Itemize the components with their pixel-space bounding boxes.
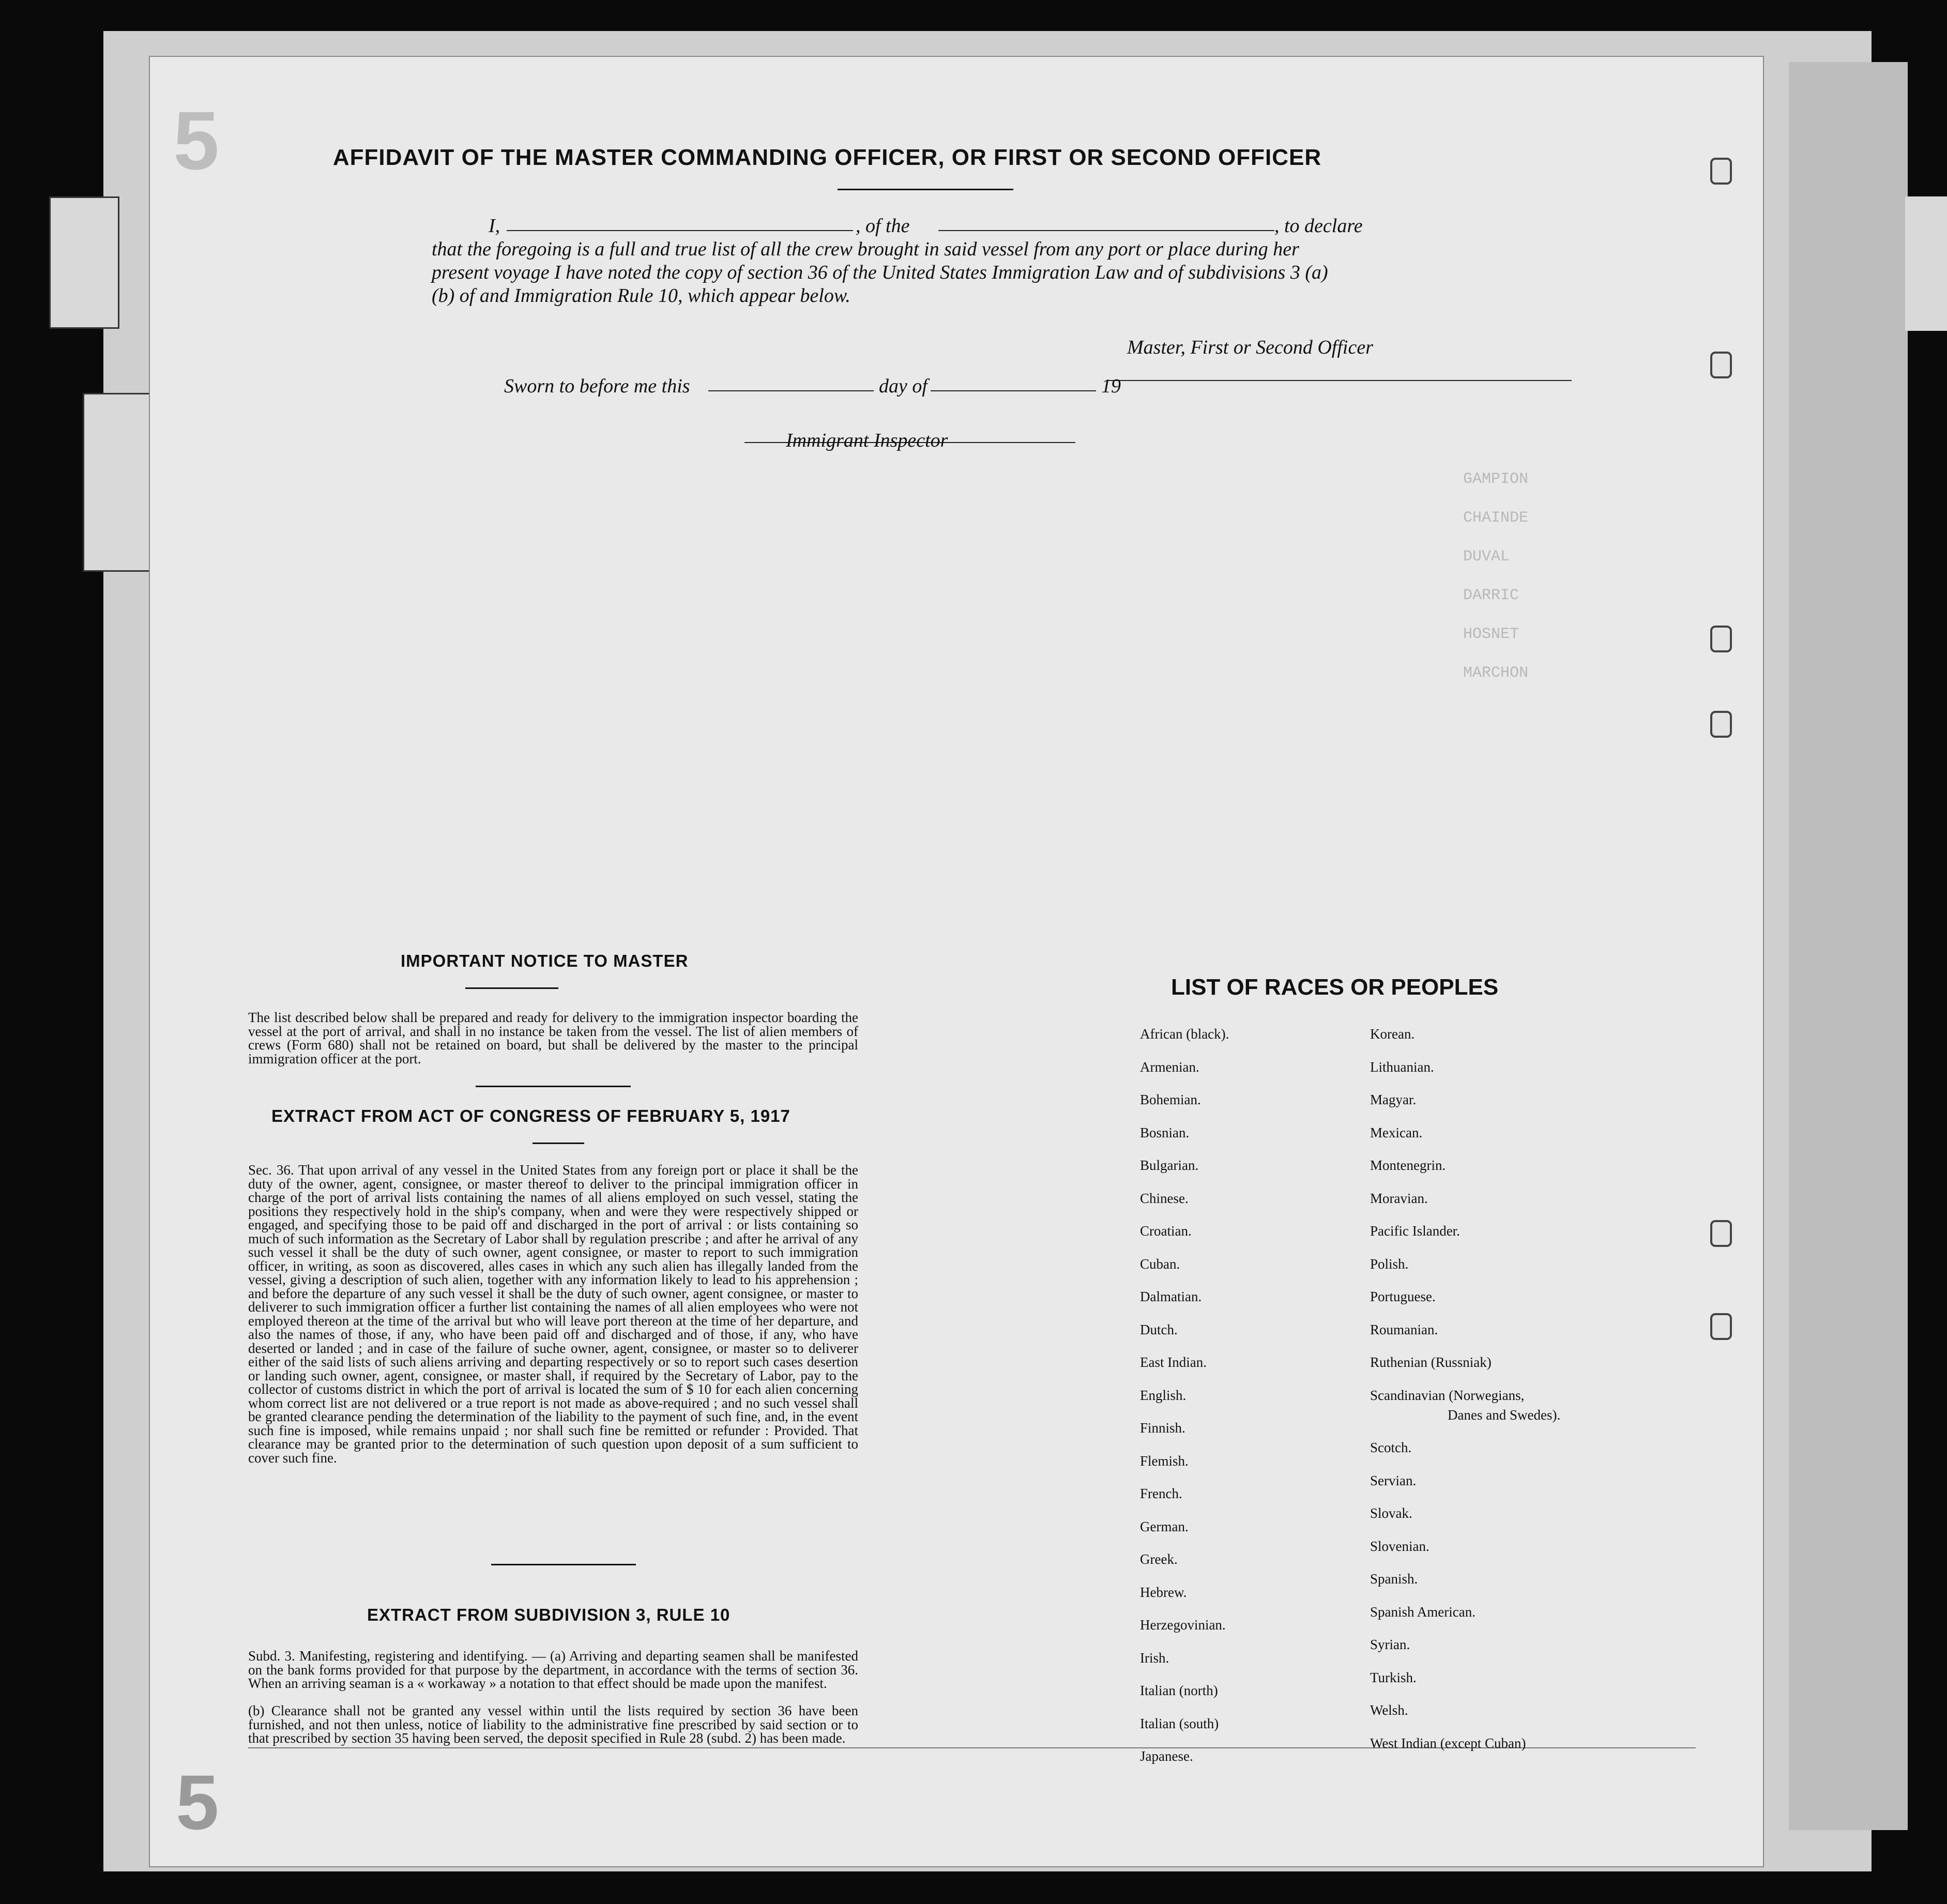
page-number-ghost: 5 — [173, 94, 219, 187]
race-item: Portuguese. — [1370, 1289, 1436, 1304]
race-item: Dalmatian. — [1140, 1289, 1202, 1304]
race-item: Welsh. — [1370, 1702, 1408, 1718]
race-item: Croatian. — [1140, 1223, 1192, 1239]
race-item: Danes and Swedes). — [1448, 1407, 1561, 1423]
race-item: Turkish. — [1370, 1669, 1417, 1685]
day-blank[interactable] — [708, 390, 874, 391]
rule-text-a: Subd. 3. Manifesting, registering and identifying. — (a) Arriving and departing seamen shall be manifested on the bank forms provided for that purpose by the department, in accordance with the terms of section 36. When an arriving seaman is a « workaway » a notation to that effect should be made upon the manifest. — [248, 1648, 858, 1691]
binding-hole — [1710, 1220, 1732, 1247]
rule-heading: EXTRACT FROM SUBDIVISION 3, RULE 10 — [367, 1605, 731, 1624]
affidavit-i: I, — [489, 215, 500, 237]
month-blank[interactable] — [931, 390, 1096, 391]
notice-text: The list described below shall be prepared and ready for delivery to the immigration inspector boarding the vessel at the port of arrival, and shall in no instance be taken from the vessel. The list of alien members of crews (Form 680) shall not be retained on board, but shall be delivered by the master to the principal immigration officer at the port. — [248, 1010, 858, 1067]
act-text: Sec. 36. That upon arrival of any vessel in the United States from any foreign port or place it shall be the duty of the owner, agent, consignee, or master thereof to deliver to the principal immigration officer in charge of the port of arrival lists containing the names of all aliens employed on such vessel, stating the positions they respectively hold in the ship's company, when and were they were respectively shipped or engaged, and specifying those to be paid off and discharged in the port of arrival : or lists containing so much of such information as the Secretary of Labor shall by regulation prescribe ; and after he arrival of any such vessel it shall be the duty of such owner, agent consignee, or master to report to such immigration officer, in writing, as soon as discovered, alles cases in which any such alien has illegally landed from the vessel, giving a description of such alien, together with any information likely to lead to his apprehension ; and before the departure of any such vessel it shall be the duty of such owner, agent consignee, or master to deliverer to such immigration officer a further list containing the names of all alien employees who were not employed thereon at the time of the arrival but who will leave port thereon at the time of her departure, and also the names of those, if any, who have been paid off and discharged and of those, if any, who have deserted or landed ; and in case of the failure of suche owner, agent, consignee, or master so to deliverer either of the said lists of such aliens arriving and departing respectively or so to report such cases desertion or landing such owner, agent, consignee, or master shall, if required by the Secretary of Labor, pay to the collector of customs district in which the port of arrival is located the sum of $ 10 for each alien concerning whom correct list are not delivered or a true report is not made as above-required ; and no such vessel shall be granted clearance pending the determination of the liability to the payment of such fine, and, in the event such fine is imposed, while remains unpaid ; nor shall such fine be remitted or refunder : Provided. That clearance may be granted prior to the determination of such question upon deposit of a sum sufficient to cover such fine. — [248, 1162, 858, 1466]
adjacent-page-edge — [1789, 62, 1908, 1830]
right-date-stamp — [1905, 196, 1947, 331]
ghost-text: DUVAL — [1463, 548, 1510, 566]
binding-hole — [1710, 352, 1732, 378]
race-item: Dutch. — [1140, 1321, 1178, 1337]
vessel-blank[interactable] — [938, 230, 1274, 231]
race-item: Italian (south) — [1140, 1715, 1219, 1731]
binding-hole — [1710, 711, 1732, 738]
races-title: LIST OF RACES OR PEOPLES — [1171, 974, 1499, 1000]
race-item: Italian (north) — [1140, 1683, 1218, 1698]
race-item: Bulgarian. — [1140, 1157, 1199, 1173]
ghost-text: GAMPION — [1463, 470, 1529, 488]
ghost-text: CHAINDE — [1463, 509, 1529, 527]
race-item: Slovenian. — [1370, 1538, 1429, 1554]
race-item: Bohemian. — [1140, 1092, 1201, 1107]
race-item: French. — [1140, 1486, 1182, 1501]
title-rule — [838, 189, 1013, 190]
race-item: Montenegrin. — [1370, 1157, 1446, 1173]
inspector-label: Immigrant Inspector — [786, 430, 948, 451]
notice-heading: IMPORTANT NOTICE TO MASTER — [401, 951, 689, 970]
act-top-rule — [476, 1086, 631, 1087]
race-item: Ruthenian (Russniak) — [1370, 1354, 1492, 1370]
race-item: Servian. — [1370, 1472, 1417, 1488]
name-blank[interactable] — [507, 230, 853, 231]
race-item: Herzegovinian. — [1140, 1617, 1226, 1633]
ghost-text: HOSNET — [1463, 626, 1519, 643]
race-item: Spanish American. — [1370, 1604, 1476, 1620]
rule-text-b: (b) Clearance shall not be granted any vessel within until the lists required by section 36 have been furnished, and not then unless, notice of liability to the administrative fine prescribed by said section or to that prescribed by section 35 having been served, the deposit specified in Rule 28 (subd. 2) has been made. — [248, 1703, 858, 1746]
race-item: West Indian (except Cuban) — [1370, 1735, 1526, 1751]
race-item: Polish. — [1370, 1256, 1409, 1272]
binding-hole — [1710, 158, 1732, 185]
left-date-stamp — [49, 196, 119, 329]
left-clerk-stamp — [83, 393, 153, 572]
race-item: Lithuanian. — [1370, 1059, 1434, 1075]
rule-top-rule — [491, 1564, 636, 1565]
affidavit-to-declare: , to declare — [1274, 215, 1363, 237]
corner-page-number: 5 — [176, 1759, 219, 1846]
notice-rule — [465, 987, 558, 989]
signature-blank[interactable] — [1106, 380, 1572, 381]
binding-hole — [1710, 626, 1732, 652]
day-of-text: day of — [879, 375, 927, 397]
signature-label: Master, First or Second Officer — [1127, 337, 1374, 358]
race-item: Japanese. — [1140, 1748, 1193, 1764]
binding-hole — [1710, 1313, 1732, 1340]
race-item: Scotch. — [1370, 1440, 1412, 1456]
race-item: East Indian. — [1140, 1354, 1207, 1370]
race-item: Flemish. — [1140, 1453, 1189, 1469]
race-item: Irish. — [1140, 1650, 1169, 1666]
race-item: Bosnian. — [1140, 1124, 1190, 1140]
act-rule — [533, 1143, 584, 1144]
race-item: Syrian. — [1370, 1637, 1410, 1653]
race-item: African (black). — [1140, 1026, 1229, 1042]
affidavit-line4: (b) of and Immigration Rule 10, which appear below. — [432, 285, 850, 307]
race-item: Finnish. — [1140, 1420, 1185, 1436]
race-item: Moravian. — [1370, 1190, 1428, 1206]
ghost-text: DARRIC — [1463, 587, 1519, 604]
affidavit-of-the: , of the — [856, 215, 910, 237]
race-item: Cuban. — [1140, 1256, 1180, 1272]
race-item: Hebrew. — [1140, 1584, 1187, 1600]
sworn-text: Sworn to before me this — [504, 375, 690, 397]
affidavit-line3: present voyage I have noted the copy of section 36 of the United States Immigration Law and of subdivisions 3 (a) — [432, 262, 1328, 283]
race-item: Mexican. — [1370, 1124, 1423, 1140]
race-item: Korean. — [1370, 1026, 1415, 1042]
race-item: Magyar. — [1370, 1092, 1417, 1107]
ghost-text: MARCHON — [1463, 664, 1529, 682]
act-heading: EXTRACT FROM ACT OF CONGRESS OF FEBRUARY 5, 1917 — [271, 1106, 790, 1125]
race-item: Greek. — [1140, 1551, 1178, 1567]
race-item: Armenian. — [1140, 1059, 1199, 1075]
race-item: Pacific Islander. — [1370, 1223, 1460, 1239]
race-item: Scandinavian (Norwegians, — [1370, 1387, 1525, 1403]
year-prefix: 19 — [1101, 375, 1121, 397]
race-item: German. — [1140, 1518, 1189, 1534]
race-item: English. — [1140, 1387, 1187, 1403]
race-item: Roumanian. — [1370, 1321, 1438, 1337]
affidavit-page — [150, 57, 1763, 1866]
affidavit-title: AFFIDAVIT OF THE MASTER COMMANDING OFFICER, OR FIRST OR SECOND OFFICER — [332, 145, 1322, 170]
race-item: Spanish. — [1370, 1571, 1418, 1587]
race-item: Slovak. — [1370, 1505, 1412, 1521]
affidavit-line2: that the foregoing is a full and true list of all the crew brought in said vessel from any port or place during her — [432, 238, 1299, 260]
race-item: Chinese. — [1140, 1190, 1189, 1206]
